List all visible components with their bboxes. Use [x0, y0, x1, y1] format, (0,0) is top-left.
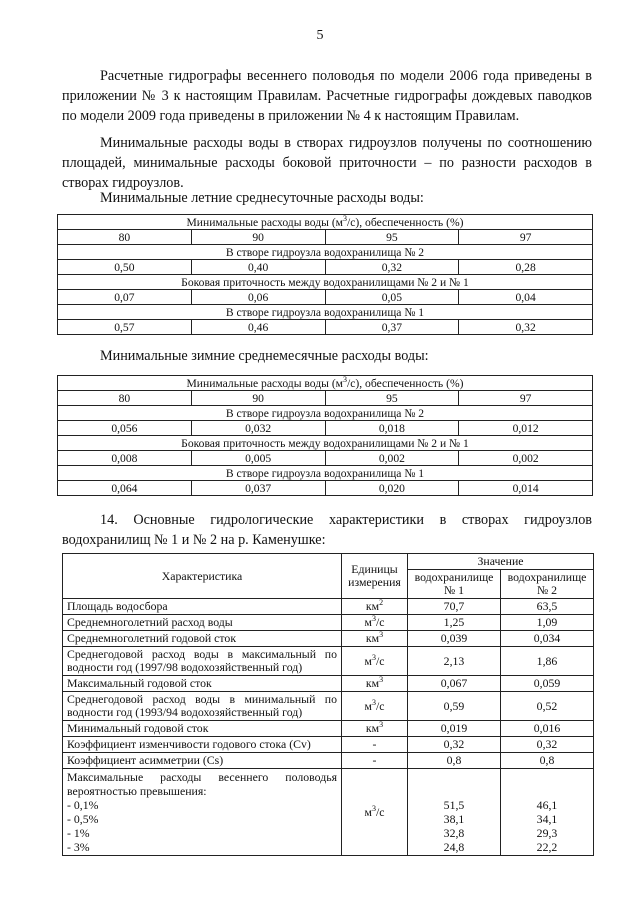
- value-cell: 0,28: [459, 260, 593, 275]
- value-cell: 0,57: [58, 320, 192, 335]
- value-cell: 0,064: [58, 481, 192, 496]
- winter-group-label: В створе гидроузла водохранилища № 1: [58, 466, 593, 481]
- table-row: Среднемноголетний расход воды $м^3/с$ 1,25 1,09: [63, 615, 594, 631]
- value-cell: 0,50: [58, 260, 192, 275]
- flood-value-res1: 38,1: [443, 812, 465, 826]
- value-cell: 0,008: [58, 451, 192, 466]
- col-reservoir-1-header: водохранилище № 1: [408, 570, 501, 599]
- summer-values-row: [58, 290, 593, 305]
- flood-value-res1: 32,8: [443, 826, 465, 840]
- flood-value-res2: 34,1: [536, 812, 558, 826]
- table-row: Среднемноголетний годовой сток $км^3$ 0,039 0,034: [63, 631, 594, 647]
- unit-cell: $м^3/с$: [342, 647, 408, 676]
- unit-cell: $км^2$: [342, 599, 408, 615]
- value-cell: 0,056: [58, 421, 192, 436]
- page-number: 5: [316, 28, 324, 43]
- summer-group-label: В створе гидроузла водохранилища № 1: [58, 305, 593, 320]
- flood-discharge-row: [63, 769, 594, 856]
- summer-probability-row: [58, 230, 593, 245]
- prob-cell: 95: [325, 391, 459, 406]
- summer-values-row: [58, 320, 593, 335]
- unit-cell: $м^3/с$: [342, 615, 408, 631]
- winter-min-discharge-table: [57, 375, 593, 496]
- table-row: Площадь водосбора $км^2$ 70,7 63,5: [63, 599, 594, 615]
- value-cell: 0,002: [459, 451, 593, 466]
- value-cell: 0,020: [325, 481, 459, 496]
- value-cell: 0,032: [191, 421, 325, 436]
- unit-cell: -: [342, 737, 408, 753]
- value-cell: 0,018: [325, 421, 459, 436]
- value-cell: 0,07: [58, 290, 192, 305]
- flood-value-res2: 29,3: [536, 826, 558, 840]
- unit-cell: -: [342, 753, 408, 769]
- flood-prob-label: - 1%: [67, 826, 90, 840]
- value-cell: 0,04: [459, 290, 593, 305]
- flood-title: Максимальные расходы весеннего половодья вероятностью превышения:: [67, 770, 337, 798]
- prob-cell: 95: [325, 230, 459, 245]
- prob-cell: 97: [459, 391, 593, 406]
- summer-min-discharge-table: [57, 214, 593, 335]
- flood-prob-label: - 0,1%: [67, 798, 99, 812]
- summer-group-label: В створе гидроузла водохранилища № 2: [58, 245, 593, 260]
- value-cell: 0,014: [459, 481, 593, 496]
- value-cell: 0,40: [191, 260, 325, 275]
- unit-cell: $м^3/с$: [342, 692, 408, 721]
- winter-probability-row: [58, 391, 593, 406]
- table-row: Среднегодовой расход воды в максимальный по водности год (1997/98 водохозяйственный год) $м^3/с$ 2,13 1,86: [63, 647, 594, 676]
- col-units-header: Единицы измерения: [342, 554, 408, 599]
- value-cell: 0,32: [459, 320, 593, 335]
- flood-prob-label: - 0,5%: [67, 812, 99, 826]
- winter-group-label: Боковая приточность между водохранилищами № 2 и № 1: [58, 436, 593, 451]
- winter-group-label: В створе гидроузла водохранилища № 2: [58, 406, 593, 421]
- paragraph-hydrographs: Расчетные гидрографы весеннего половодья по модели 2006 года приведены в приложении № 3 к настоящим Правилам. Расчетные гидрографы дождевых паводков по модели 2009 года приведены в приложении № 4 к настоящим Правилам.: [62, 68, 592, 124]
- flood-value-res1: 24,8: [443, 840, 465, 854]
- section-14-heading: 14. Основные гидрологические характеристики в створах гидроузлов водохранилищ № 1 и № 2 на р. Каменушке:: [62, 512, 592, 548]
- prob-cell: 90: [191, 391, 325, 406]
- value-cell: 0,37: [325, 320, 459, 335]
- hydrological-characteristics-table: [62, 553, 594, 856]
- winter-values-row: [58, 451, 593, 466]
- col-characteristic-header: Характеристика: [63, 554, 342, 599]
- value-cell: 0,002: [325, 451, 459, 466]
- paragraph-min-discharge: Минимальные расходы воды в створах гидроузлов получены по соотношению площадей, минимальные расходы боковой приточности – по разности расходов в створах гидроузлов.: [62, 135, 592, 191]
- prob-cell: 80: [58, 230, 192, 245]
- summer-values-row: [58, 260, 593, 275]
- prob-cell: 97: [459, 230, 593, 245]
- prob-cell: 90: [191, 230, 325, 245]
- flood-value-res2: 22,2: [536, 840, 558, 854]
- value-cell: 0,46: [191, 320, 325, 335]
- summer-table-title: Минимальные летние среднесуточные расходы воды:: [100, 190, 424, 206]
- table-row: Минимальный годовой сток $км^3$ 0,019 0,016: [63, 721, 594, 737]
- value-cell: 0,06: [191, 290, 325, 305]
- winter-table-title: Минимальные зимние среднемесячные расходы воды:: [100, 348, 429, 364]
- summer-header: Минимальные расходы воды $(м^3/с)$, обеспеченность (%): [58, 215, 593, 230]
- value-cell: 0,012: [459, 421, 593, 436]
- winter-values-row: [58, 481, 593, 496]
- summer-group-label: Боковая приточность между водохранилищами № 2 и № 1: [58, 275, 593, 290]
- winter-values-row: [58, 421, 593, 436]
- table-row: Коэффициент изменчивости годового стока (Cv) - 0,32 0,32: [63, 737, 594, 753]
- col-reservoir-2-header: водохранилище № 2: [501, 570, 594, 599]
- value-cell: 0,037: [191, 481, 325, 496]
- table-row: Коэффициент асимметрии (Cs) - 0,8 0,8: [63, 753, 594, 769]
- table-row: Среднегодовой расход воды в минимальный по водности год (1993/94 водохозяйственный год) $м^3/с$ 0,59 0,52: [63, 692, 594, 721]
- flood-prob-label: - 3%: [67, 840, 90, 854]
- col-value-header: Значение: [408, 554, 594, 570]
- unit-cell: $м^3/с$: [342, 769, 408, 856]
- value-cell: 0,05: [325, 290, 459, 305]
- unit-cell: $км^3$: [342, 721, 408, 737]
- value-cell: 0,32: [325, 260, 459, 275]
- prob-cell: 80: [58, 391, 192, 406]
- winter-header: Минимальные расходы воды $(м^3/с)$, обеспеченность (%): [58, 376, 593, 391]
- unit-cell: $км^3$: [342, 631, 408, 647]
- value-cell: 0,005: [191, 451, 325, 466]
- table-row: Максимальный годовой сток $км^3$ 0,067 0,059: [63, 676, 594, 692]
- flood-value-res2: 46,1: [536, 798, 558, 812]
- unit-cell: $км^3$: [342, 676, 408, 692]
- flood-value-res1: 51,5: [443, 798, 465, 812]
